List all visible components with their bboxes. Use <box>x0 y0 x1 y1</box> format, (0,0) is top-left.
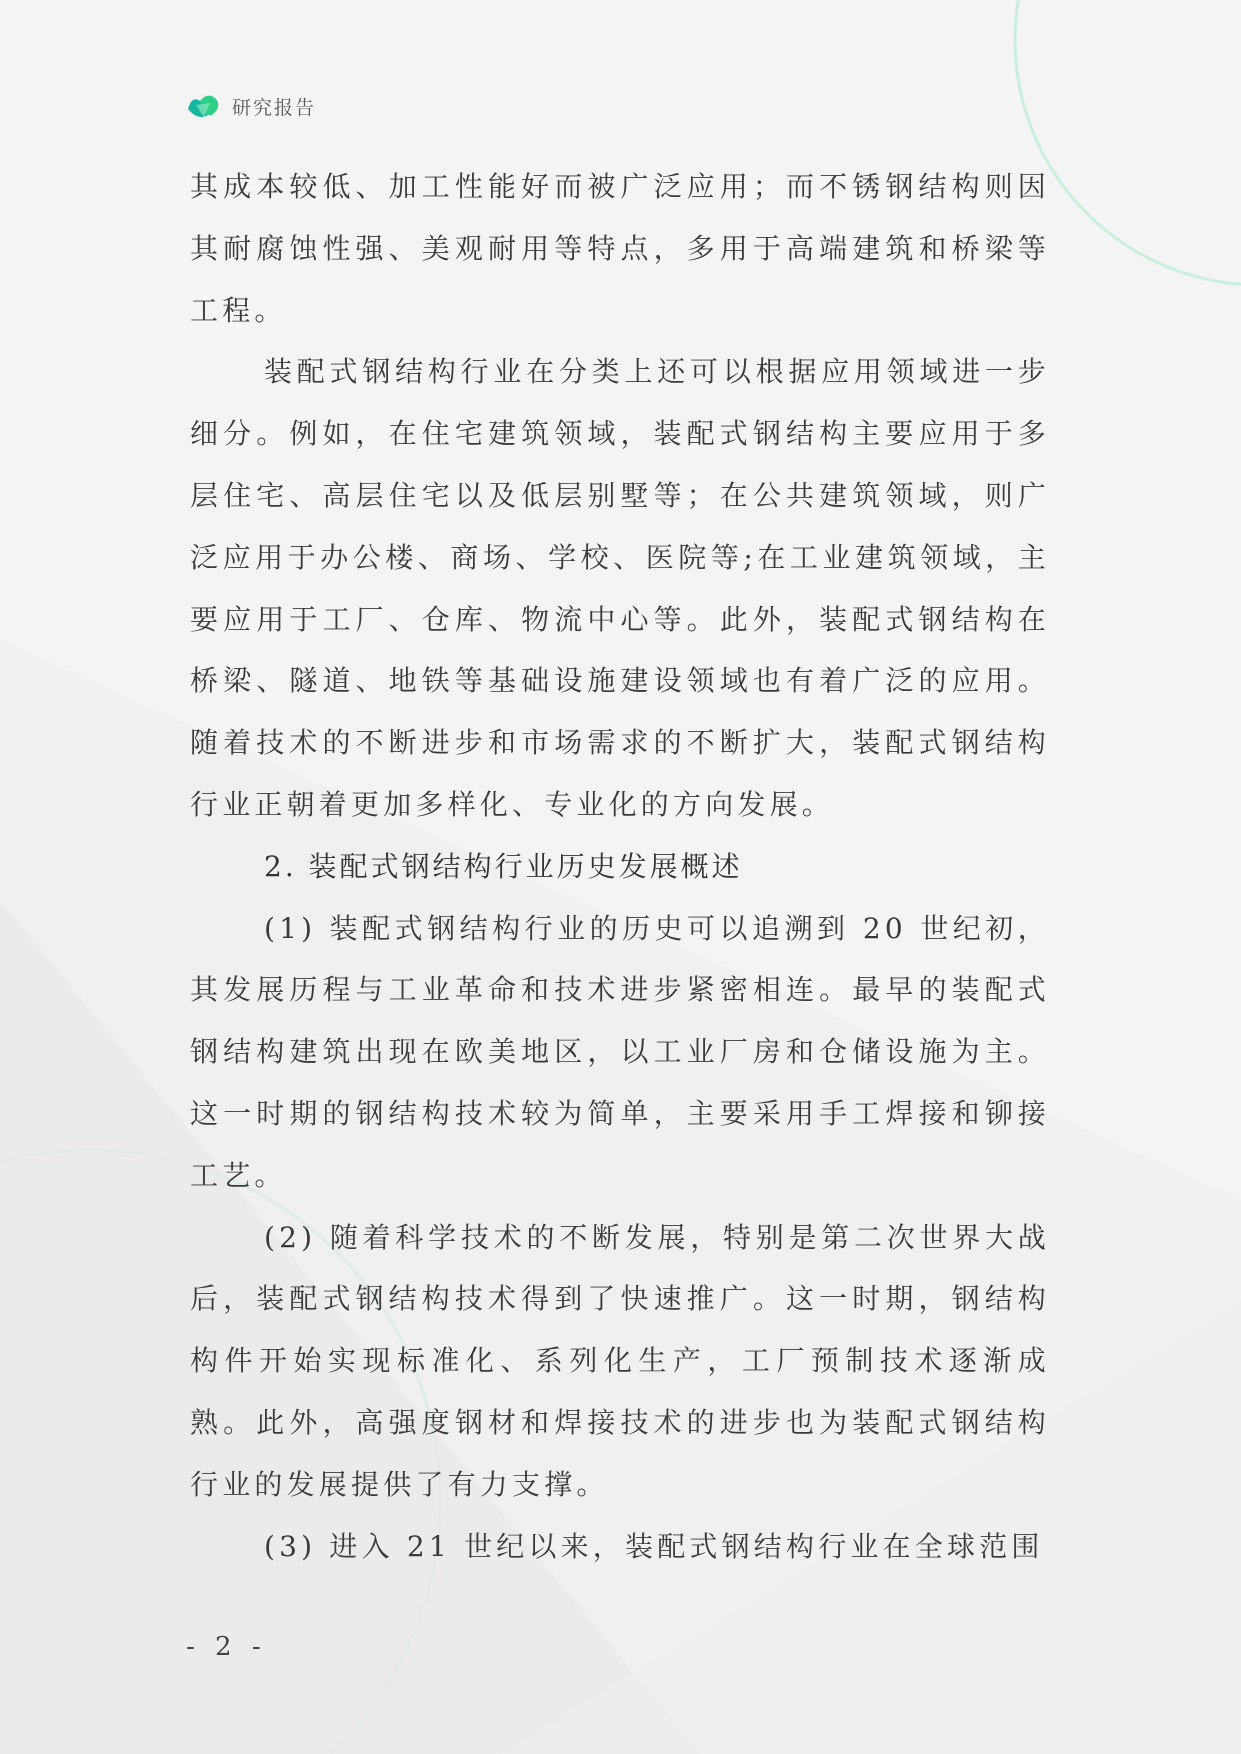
report-header <box>186 88 316 124</box>
logo-icon <box>186 91 222 121</box>
page-number: - 2 - <box>186 1632 267 1662</box>
paragraph-4: (2) 随着科学技术的不断发展，特别是第二次世界大战后，装配式钢结构技术得到了快速推广。这一时期，钢结构构件开始实现标准化、系列化生产，工厂预制技术逐渐成熟。此外，高强度钢材和焊接技术的进步也为装配式钢结构行业的发展提供了有力支撑。 <box>190 1220 1050 1501</box>
paragraph-2: 装配式钢结构行业在分类上还可以根据应用领域进一步细分。例如，在住宅建筑领域，装配式钢结构主要应用于多层住宅、高层住宅以及低层别墅等；在公共建筑领域，则广泛应用于办公楼、商场、学校、医院等;在工业建筑领域，主要应用于工厂、仓库、物流中心等。此外，装配式钢结构在桥梁、隧道、地铁等基础设施建设领域也有着广泛的应用。随着技术的不断进步和市场需求的不断扩大，装配式钢结构行业正朝着更加多样化、专业化的方向发展。 <box>190 355 1050 821</box>
paragraph-3: (1) 装配式钢结构行业的历史可以追溯到 20 世纪初，其发展历程与工业革命和技术进步紧密相连。最早的装配式钢结构建筑出现在欧美地区，以工业厂房和仓储设施为主。这一时期的钢结构技术较为简单，主要采用手工焊接和铆接工艺。 <box>190 911 1050 1192</box>
section-heading: 2. 装配式钢结构行业历史发展概述 <box>264 849 743 883</box>
document-body <box>190 156 1050 1577</box>
paragraph-1: 其成本较低、加工性能好而被广泛应用；而不锈钢结构则因其耐腐蚀性强、美观耐用等特点，多用于高端建筑和桥梁等工程。 <box>190 170 1050 327</box>
header-label: 研究报告 <box>232 96 317 119</box>
paragraph-5: (3) 进入 21 世纪以来，装配式钢结构行业在全球范围 <box>264 1529 1044 1563</box>
